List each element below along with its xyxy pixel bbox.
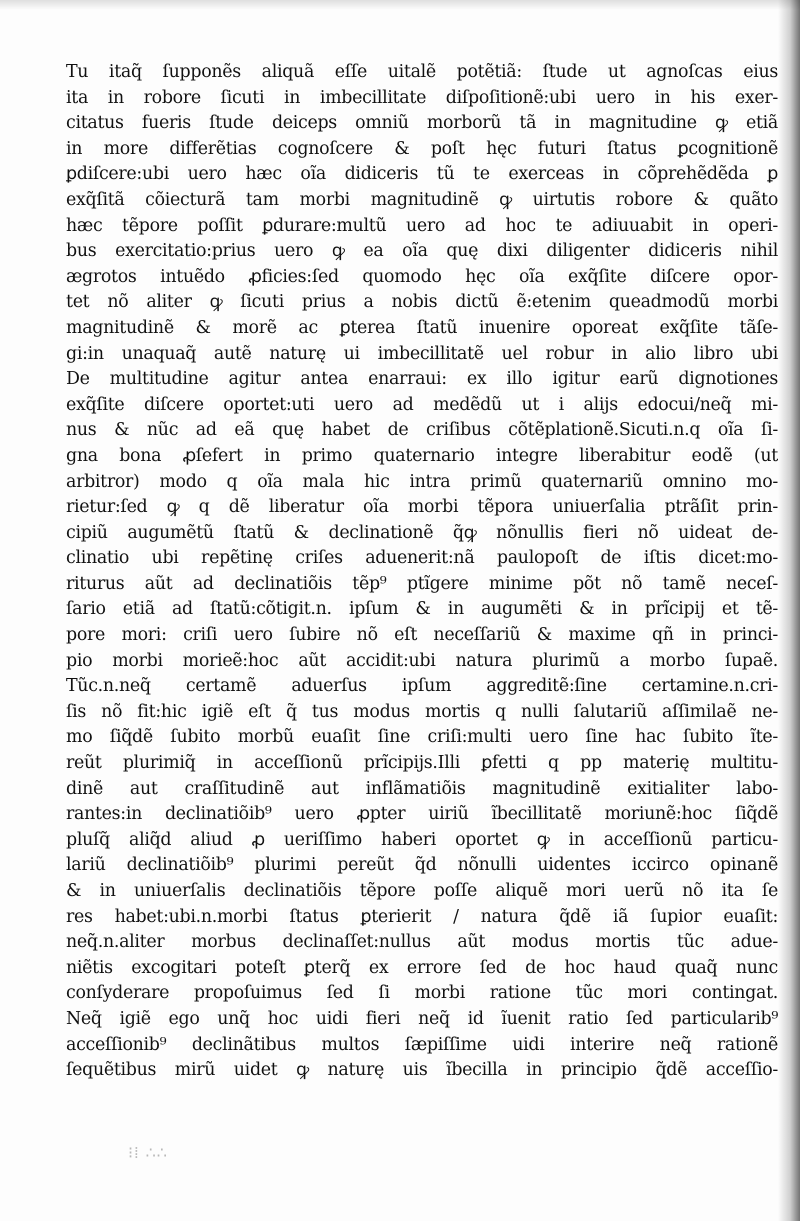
text-line: Tũc.n.neq̃ certamẽ aduerſus ipſum aggreditẽ:ſine certamine.n.cri- [66, 676, 778, 697]
text-line: gna bona ꝓſefert in primo quaternario integre liberabitur eodẽ (ut [66, 445, 778, 466]
text-line: acceſſionib⁹ declinãtibus multos ſæpiſſime uidi interire neq̃ rationẽ [66, 1034, 778, 1055]
text-line: pio morbi morieẽ:hoc aũt accidit:ubi natura plurimũ a morbo ſupaẽ. [66, 650, 778, 671]
text-line: Neq̃ igiẽ ego unq̃ hoc uidi fieri neq̃ id ĩuenit ratio ſed particularib⁹ [66, 1008, 778, 1029]
text-line: res habet:ubi.n.morbi ſtatus ꝑterierit / natura q̃dẽ iã ſupior euaſit: [66, 906, 778, 927]
text-line: ægrotos intuẽdo ꝓficies:ſed quomodo hęc oĩa exq̃ſite diſcere opor- [66, 266, 778, 287]
faint-bleed-through-mark: ⁝⁞ ∴∴ [128, 1143, 168, 1162]
text-line: rietur:ſed ꝙ q dẽ liberatur oĩa morbi tẽpora uniuerſalia ptrãſit prin- [66, 497, 778, 518]
text-line: & in uniuerſalis declinatiõis tẽpore poſſe aliquẽ mori uerũ nõ ita ſe [66, 881, 778, 901]
text-line: Tu itaq̃ ſupponẽs aliquã eſſe uitalẽ potẽtiã: ſtude ut agnoſcas eius [66, 62, 778, 82]
text-line: ita in robore ſicuti in imbecillitate diſpoſitionẽ:ubi uero in his exer- [66, 87, 778, 108]
text-line: ꝑdiſcere:ubi uero hæc oĩa didiceris tũ te exerceas in cõprehẽdẽda ꝑ [66, 164, 778, 185]
text-line: gi:in unaquaq̃ autẽ naturę ui imbecillitatẽ uel robur in alio libro ubi [66, 343, 778, 364]
text-line: niẽtis excogitari poteſt ꝑterq̃ ex errore ſed de hoc haud quaq̃ nunc [66, 957, 778, 978]
text-line: ſis nõ fit:hic igiẽ eſt q̃ tus modus mortis q nulli ſalutariũ aſſimilaẽ ne- [66, 701, 778, 722]
text-line: tet nõ aliter ꝙ ſicuti prius a nobis dictũ ẽ:etenim queadmodũ morbi [66, 292, 778, 313]
text-line: exq̃ſitã cõiecturã tam morbi magnitudinẽ ꝙ uirtutis robore & quãto [66, 189, 778, 210]
text-line: neq̃.n.aliter morbus declinaſſet:nullus aũt modus mortis tũc adue- [66, 932, 778, 953]
text-line: lariũ declinatiõib⁹ plurimi pereũt q̃d nõnulli uidentes iccirco opinanẽ [66, 855, 778, 876]
page-edge-shadow [778, 0, 800, 1221]
text-line: cipiũ augumẽtũ ſtatũ & declinationẽ q̃ꝙ nõnullis fieri nõ uideat de- [66, 522, 778, 543]
text-line: pore mori: criſi uero ſubire nõ eſt neceſſariũ & maxime qñ in princi- [66, 625, 778, 646]
text-line: ſequẽtibus mirũ uidet ꝙ naturę uis ĩbecilla in principio q̃dẽ acceſſio- [66, 1060, 778, 1081]
text-line: mo ſiq̃dẽ ſubito morbũ euaſit ſine criſi:multi uero ſine hac ſubito ĩte- [66, 727, 778, 748]
text-line: De multitudine agitur antea enarraui: ex illo igitur earũ dignotiones [66, 369, 778, 390]
text-line: reũt plurimiq̃ in acceſſionũ prĩcipijs.Illi ꝑfetti q pp materię multitu- [66, 753, 778, 774]
text-line: exq̃ſite diſcere oportet:uti uero ad medẽdũ ut i alijs edocui/neq̃ mi- [66, 394, 778, 415]
text-line: dinẽ aut craſſitudinẽ aut inflãmatiõis magnitudinẽ exitialiter labo- [66, 778, 778, 799]
text-line: rantes:in declinatiõib⁹ uero ꝓpter uiriũ ĩbecillitatẽ moriunẽ:hoc ſiq̃dẽ [66, 804, 778, 825]
text-line: clinatio ubi repẽtinę criſes aduenerit:nã paulopoſt de iſtis dicet:mo- [66, 548, 778, 569]
text-line: nus & nũc ad eã quę habet de criſibus cõtẽplationẽ.Sicuti.n.q oĩa ſi- [66, 420, 778, 441]
text-line: magnitudinẽ & morẽ ac ꝑterea ſtatũ inuenire oporeat exq̃ſite tãſe- [66, 317, 778, 338]
text-line: hæc tẽpore poſſit ꝑdurare:multũ uero ad hoc te adiuuabit in operi- [66, 215, 778, 236]
text-line: citatus fueris ſtude deiceps omniũ morborũ tã in magnitudine ꝙ etiã [66, 113, 778, 134]
text-line: conſyderare propoſuimus ſed ſi morbi ratione tũc mori contingat. [66, 983, 778, 1004]
text-line: riturus aũt ad declinatiõis tẽp⁹ ptĩgere minime põt nõ tamẽ neceſ- [66, 573, 778, 594]
text-line: bus exercitatio:prius uero ꝙ ea oĩa quę dixi diligenter didiceris nihil [66, 241, 778, 262]
text-line: in more differẽtias cognoſcere & poſt hęc futuri ſtatus ꝑcognitionẽ [66, 138, 778, 159]
text-line: arbitror) modo q oĩa mala hic intra primũ quaternariũ omnino mo- [66, 471, 778, 492]
text-line: pluſq̃ aliq̃d aliud ꝓ ueriſſimo haberi oportet ꝙ in acceſſionũ particu- [66, 829, 778, 850]
page-top-edge [0, 0, 800, 10]
text-line: ſario etiã ad ſtatũ:cõtigit.n. ipſum & in augumẽti & in prĩcipij et tẽ- [66, 599, 778, 620]
latin-text-block [66, 60, 778, 1084]
